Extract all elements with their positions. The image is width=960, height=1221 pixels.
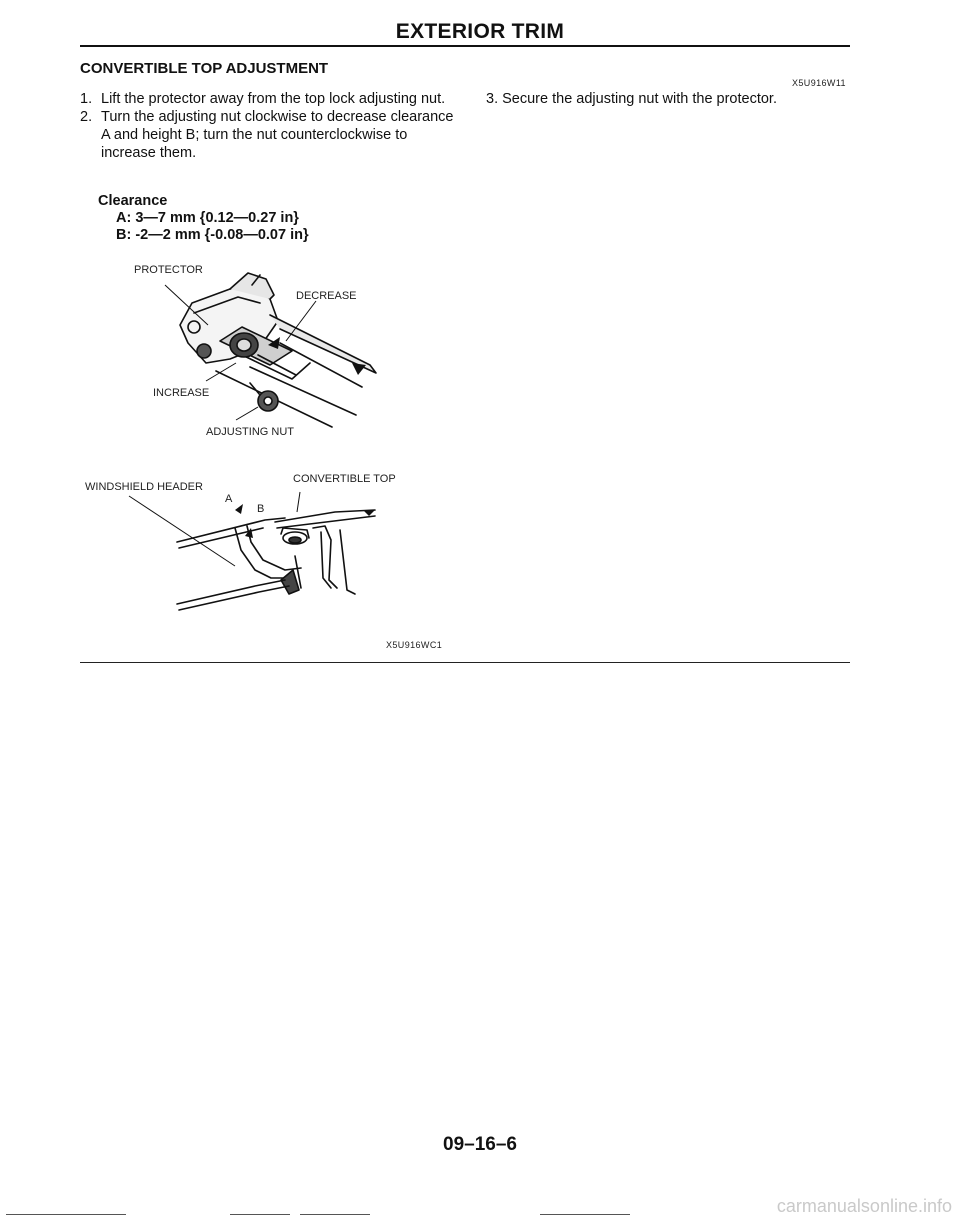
page-number: 09–16–6 <box>443 1134 517 1155</box>
scan-artifact <box>6 1214 126 1215</box>
header-rule <box>80 45 850 47</box>
step-text: Secure the adjusting nut with the protector. <box>502 91 777 107</box>
watermark: carmanualsonline.info <box>776 1196 952 1216</box>
label-convertible-top: CONVERTIBLE TOP <box>293 473 396 485</box>
label-windshield-header: WINDSHIELD HEADER <box>85 481 203 493</box>
step-3 <box>486 90 777 108</box>
step-number: 2. <box>80 109 93 125</box>
windshield-header-illustration <box>85 470 425 620</box>
section-end-rule <box>80 662 850 663</box>
label-b: B <box>257 503 265 515</box>
scan-artifact <box>300 1214 370 1215</box>
step-text: Turn the adjusting nut clockwise to decrease clearance A and height B; turn the nut counterclockwise to increase them. <box>101 109 454 161</box>
section-title: CONVERTIBLE TOP ADJUSTMENT <box>80 60 329 77</box>
step-2 <box>80 108 460 162</box>
steps-list <box>80 90 460 162</box>
clearance-a: A: 3—7 mm {0.12—0.27 in} <box>116 210 299 226</box>
clearance-spec <box>98 193 309 244</box>
top-lock-illustration <box>120 255 400 445</box>
label-protector: PROTECTOR <box>134 264 203 276</box>
clearance-b: B: -2—2 mm {-0.08—0.07 in} <box>116 227 309 243</box>
step-number: 3. <box>486 91 499 107</box>
doc-code-top: X5U916W11 <box>792 78 846 88</box>
step-1 <box>80 90 460 108</box>
step-number: 1. <box>80 91 93 107</box>
doc-code-figure: X5U916WC1 <box>386 640 443 650</box>
page-title: EXTERIOR TRIM <box>395 20 565 43</box>
clearance-heading: Clearance <box>98 193 168 209</box>
label-adjusting-nut: ADJUSTING NUT <box>206 426 294 438</box>
step-text: Lift the protector away from the top lock adjusting nut. <box>101 91 446 107</box>
scan-artifact <box>540 1214 630 1215</box>
label-increase: INCREASE <box>153 387 210 399</box>
label-a: A <box>225 493 233 505</box>
scan-artifact <box>230 1214 290 1215</box>
label-decrease: DECREASE <box>296 290 357 302</box>
